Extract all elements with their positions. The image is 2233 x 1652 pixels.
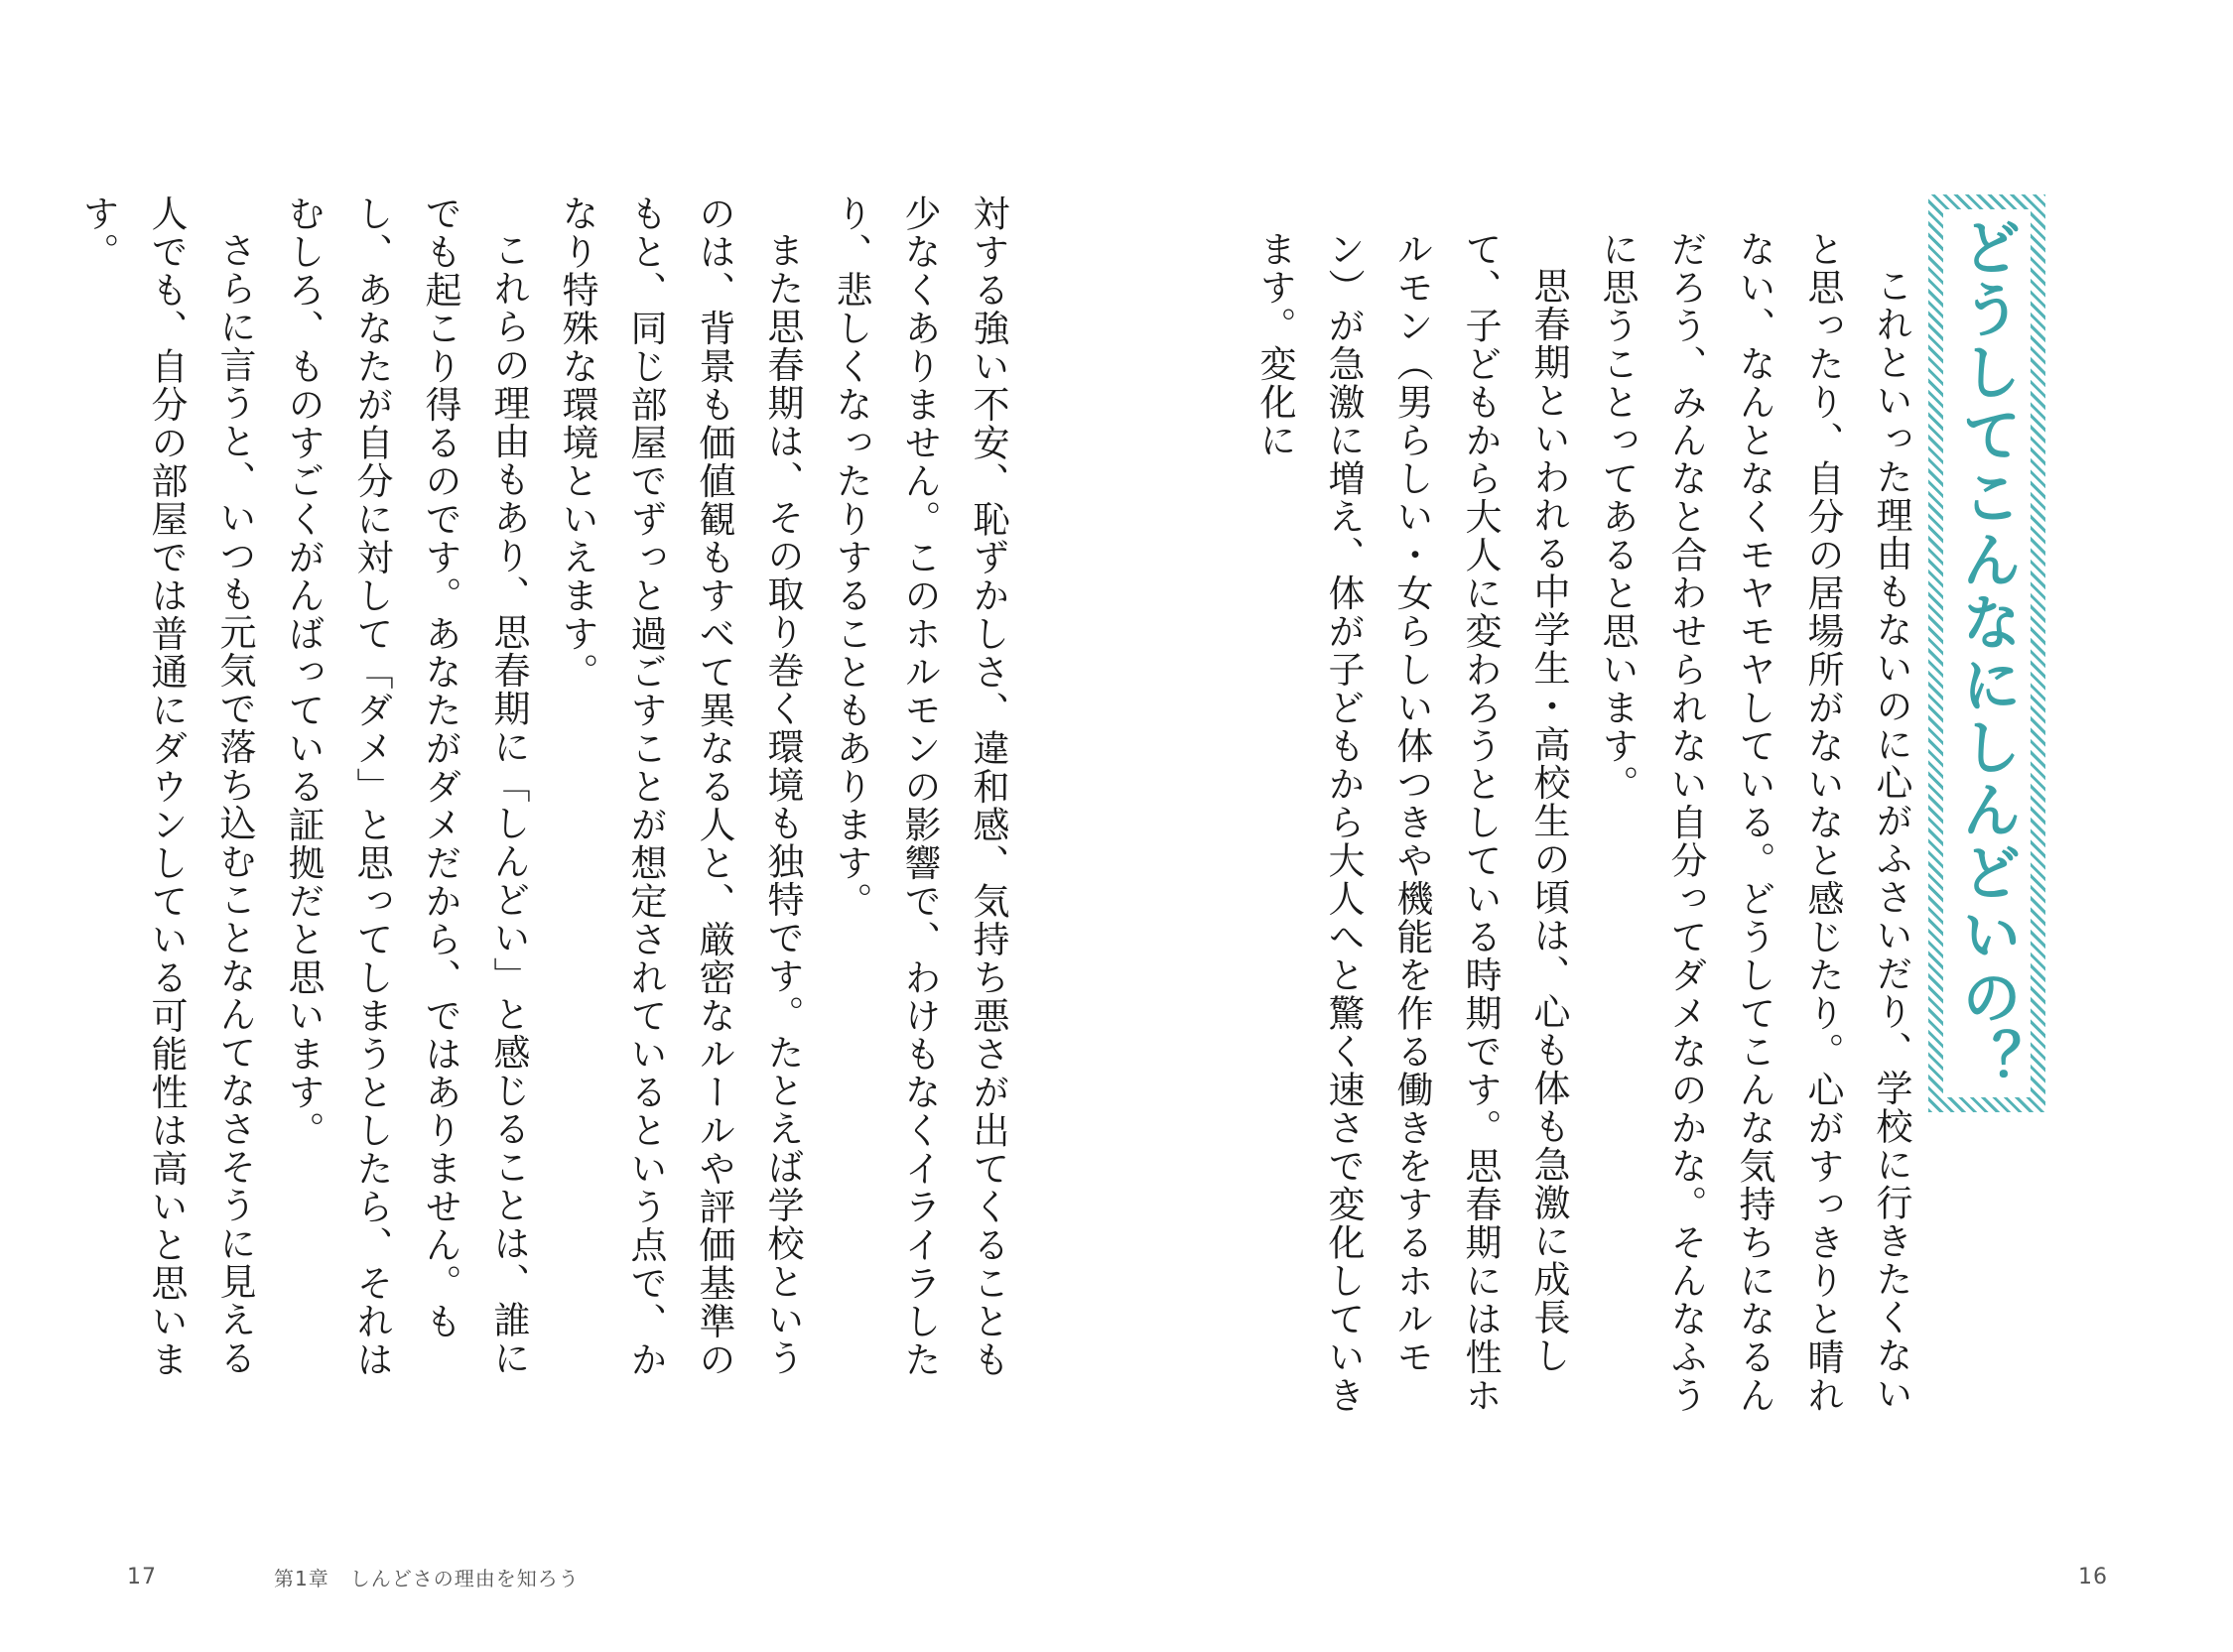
right-page xyxy=(1116,0,2233,1652)
paragraph: 思春期といわれる中学生・高校生の頃は、心も体も急激に成長して、子どもから大人に変わろうとしている時期です。思春期には性ホルモン（男らしい・女らしい体つきや機能を作る働きをするホルモン）が急激に増え、体が子どもから大人へと驚く速さで変化していきます。変化に xyxy=(1253,230,1570,1415)
paragraph: 対する強い不安、恥ずかしさ、違和感、気持ち悪さが出てくることも少なくありません。このホルモンの影響で、わけもなくイライラしたり、悲しくなったりすることもあります。 xyxy=(830,194,1009,1379)
section-heading: どうしてこんなにしんどいの？ xyxy=(1952,215,2022,1091)
left-page-body xyxy=(64,194,1022,1415)
paragraph: さらに言うと、いつも元気で落ち込むことなんてなさそうに見える人でも、自分の部屋では普通にダウンしている可能性は高いと思います。 xyxy=(76,194,256,1379)
running-head: 第1章 しんどさの理由を知ろう xyxy=(274,1567,580,1590)
left-page xyxy=(0,0,1116,1652)
paragraph: また思春期は、その取り巻く環境も独特です。たとえば学校というのは、背景も価値観もすべて異なる人と、厳密なルールや評価基準のもと、同じ部屋でずっと過ごすことが想定されているという点で、かなり特殊な環境といえます。 xyxy=(556,194,804,1379)
right-page-body xyxy=(1241,230,1925,1421)
paragraph: これといった理由もないのに心がふさいだり、学校に行きたくないと思ったり、自分の居場所がないなと感じたり。心がすっきりと晴れない、なんとなくモヤモヤしている。どうしてこんな気持ちになるんだろう、みんなと合わせられない自分ってダメなのかな。そんなふうに思うことってあると思います。 xyxy=(1596,230,1912,1415)
paragraph: これらの理由もあり、思春期に「しんどい」と感じることは、誰にでも起こり得るのです。あなたがダメだから、ではありません。もし、あなたが自分に対して「ダメ」と思ってしまうとしたら、それはむしろ、ものすごくがんばっている証拠だと思います。 xyxy=(282,194,530,1379)
page-number-right: 16 xyxy=(2078,1565,2108,1589)
page-number-left: 17 xyxy=(127,1565,157,1589)
heading-inner xyxy=(1943,209,2031,1097)
heading-frame xyxy=(1928,194,2045,1112)
